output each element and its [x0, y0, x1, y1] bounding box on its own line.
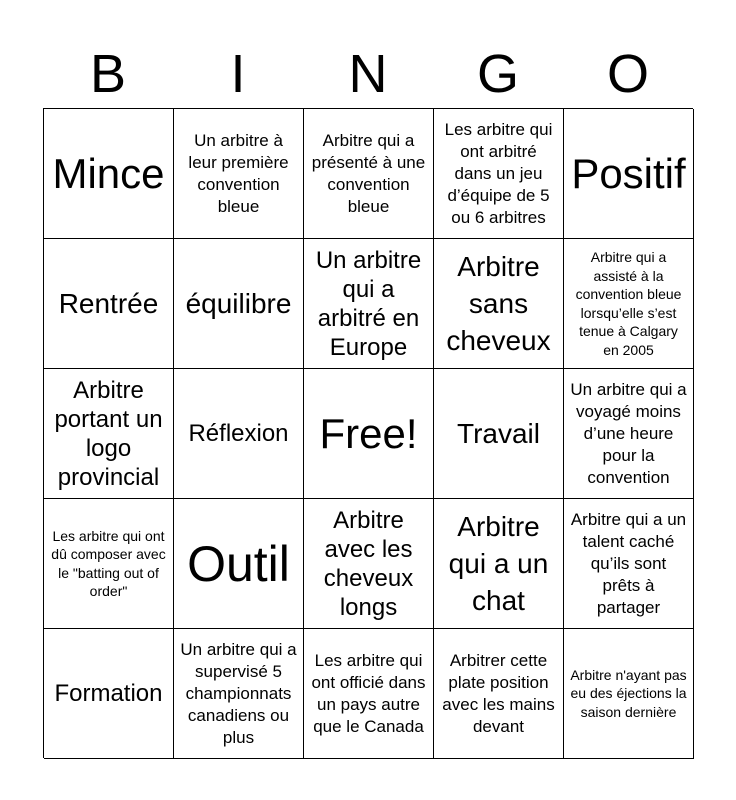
- bingo-cell[interactable]: Arbitre sans cheveux: [434, 239, 564, 369]
- bingo-cell[interactable]: Arbitre avec les cheveux longs: [304, 499, 434, 629]
- bingo-cell[interactable]: Outil: [174, 499, 304, 629]
- bingo-cell[interactable]: Rentrée: [44, 239, 174, 369]
- header-letter-b: B: [89, 44, 127, 104]
- header-letter-n: N: [348, 44, 388, 104]
- bingo-cell-free[interactable]: Free!: [304, 369, 434, 499]
- bingo-cell[interactable]: Réflexion: [174, 369, 304, 499]
- bingo-cell[interactable]: Un arbitre qui a voyagé moins d’une heure pour la convention: [564, 369, 694, 499]
- bingo-cell[interactable]: Positif: [564, 109, 694, 239]
- bingo-cell[interactable]: Arbitre qui a un chat: [434, 499, 564, 629]
- bingo-cell[interactable]: Un arbitre qui a arbitré en Europe: [304, 239, 434, 369]
- bingo-cell[interactable]: Arbitre qui a un talent caché qu’ils sont prêts à partager: [564, 499, 694, 629]
- bingo-cell[interactable]: Un arbitre à leur première convention bleue: [174, 109, 304, 239]
- bingo-card-grid: [43, 108, 693, 758]
- bingo-cell[interactable]: Travail: [434, 369, 564, 499]
- bingo-cell[interactable]: Arbitre qui a assisté à la convention bleue lorsqu’elle s’est tenue à Calgary en 2005: [564, 239, 694, 369]
- header-letter-g: G: [476, 44, 519, 104]
- header-letter-i: I: [230, 44, 246, 104]
- bingo-cell[interactable]: Les arbitre qui ont arbitré dans un jeu d’équipe de 5 ou 6 arbitres: [434, 109, 564, 239]
- bingo-cell[interactable]: équilibre: [174, 239, 304, 369]
- bingo-cell[interactable]: Arbitre qui a présenté à une convention bleue: [304, 109, 434, 239]
- bingo-cell[interactable]: Les arbitre qui ont officié dans un pays autre que le Canada: [304, 629, 434, 759]
- bingo-cell[interactable]: Mince: [44, 109, 174, 239]
- bingo-cell[interactable]: Arbitrer cette plate position avec les mains devant: [434, 629, 564, 759]
- bingo-header: [43, 40, 693, 108]
- header-letter-o: O: [606, 44, 649, 104]
- bingo-cell[interactable]: Les arbitre qui ont dû composer avec le "batting out of order": [44, 499, 174, 629]
- bingo-cell[interactable]: Un arbitre qui a supervisé 5 championnats canadiens ou plus: [174, 629, 304, 759]
- bingo-cell[interactable]: Arbitre portant un logo provincial: [44, 369, 174, 499]
- bingo-cell[interactable]: Formation: [44, 629, 174, 759]
- bingo-cell[interactable]: Arbitre n'ayant pas eu des éjections la saison dernière: [564, 629, 694, 759]
